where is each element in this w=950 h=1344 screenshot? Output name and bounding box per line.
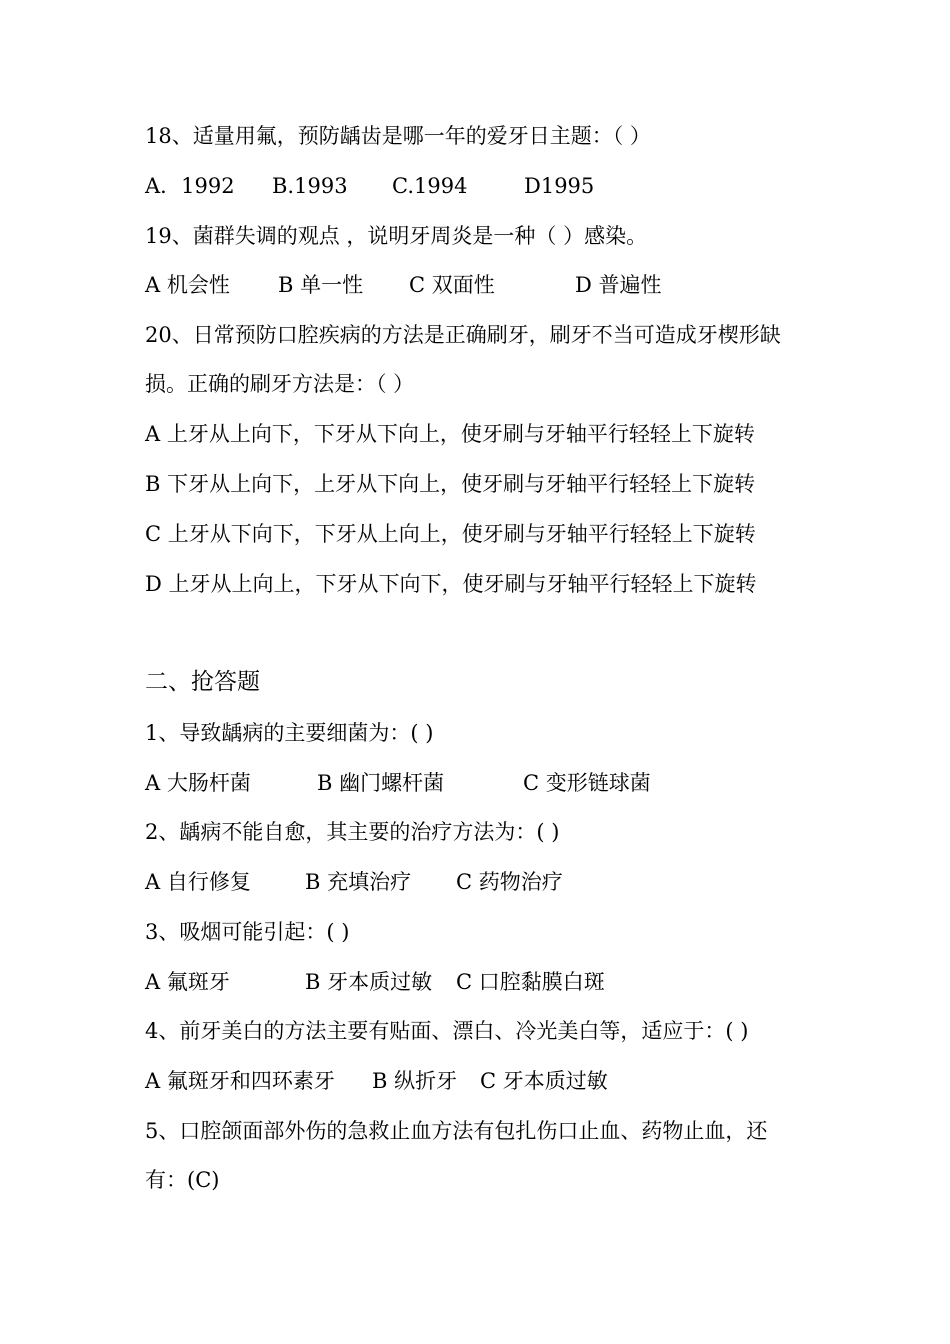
question-18-option-c: C.1994 <box>392 174 468 198</box>
quick-question-4-option-a: A 氟斑牙和四环素牙 <box>145 1069 335 1093</box>
quick-question-4-option-c: C 牙本质过敏 <box>480 1069 608 1093</box>
quick-question-5-text-line1: 5、口腔颌面部外伤的急救止血方法有包扎伤口止血、药物止血，还 <box>145 1119 768 1143</box>
question-20-option-c: C 上牙从下向下，下牙从上向上，使牙刷与牙轴平行轻轻上下旋转 <box>145 522 756 546</box>
question-20-text-line2: 损。正确的刷牙方法是：（ ） <box>145 372 415 396</box>
quick-question-3-option-b: B 牙本质过敏 <box>305 970 433 994</box>
quick-question-3-text: 3、吸烟可能引起：( ) <box>145 920 350 944</box>
question-19-option-c: C 双面性 <box>409 273 495 297</box>
quick-question-2-text: 2、龋病不能自愈，其主要的治疗方法为：( ) <box>145 820 560 844</box>
question-18-option-d: D1995 <box>524 174 595 198</box>
section-heading-quick-answer: 二、抢答题 <box>145 669 260 695</box>
question-18-option-b: B.1993 <box>272 174 348 198</box>
question-19-option-b: B 单一性 <box>278 273 364 297</box>
quick-question-1-option-b: B 幽门螺杆菌 <box>317 771 445 795</box>
quick-question-3-option-a: A 氟斑牙 <box>145 970 230 994</box>
quick-question-4-text: 4、前牙美白的方法主要有贴面、漂白、冷光美白等，适应于：( ) <box>145 1019 749 1043</box>
question-18-option-a: A．1992 <box>145 174 235 198</box>
quick-question-4-option-b: B 纵折牙 <box>372 1069 458 1093</box>
quick-question-5-text-line2: 有：(C) <box>145 1168 220 1192</box>
question-19-option-d: D 普遍性 <box>575 273 662 297</box>
question-18-text: 18、适量用氟，预防龋齿是哪一年的爱牙日主题：（ ） <box>145 124 651 148</box>
question-19-option-a: A 机会性 <box>145 273 230 297</box>
question-20-option-b: B 下牙从上向下，上牙从下向上，使牙刷与牙轴平行轻轻上下旋转 <box>145 472 756 496</box>
quick-question-1-text: 1、导致龋病的主要细菌为：( ) <box>145 721 434 745</box>
quick-question-3-option-c: C 口腔黏膜白斑 <box>456 970 605 994</box>
question-20-option-d: D 上牙从上向上，下牙从下向下，使牙刷与牙轴平行轻轻上下旋转 <box>145 572 757 596</box>
quick-question-1-option-a: A 大肠杆菌 <box>145 771 251 795</box>
question-20-option-a: A 上牙从上向下，下牙从下向上，使牙刷与牙轴平行轻轻上下旋转 <box>145 422 755 446</box>
quick-question-2-option-c: C 药物治疗 <box>456 870 563 894</box>
quick-question-1-option-c: C 变形链球菌 <box>523 771 651 795</box>
question-20-text-line1: 20、日常预防口腔疾病的方法是正确刷牙，刷牙不当可造成牙楔形缺 <box>145 323 781 347</box>
question-19-text: 19、菌群失调的观点 ，说明牙周炎是一种（ ）感染。 <box>145 224 648 248</box>
quick-question-2-option-b: B 充填治疗 <box>305 870 412 894</box>
quick-question-2-option-a: A 自行修复 <box>145 870 251 894</box>
